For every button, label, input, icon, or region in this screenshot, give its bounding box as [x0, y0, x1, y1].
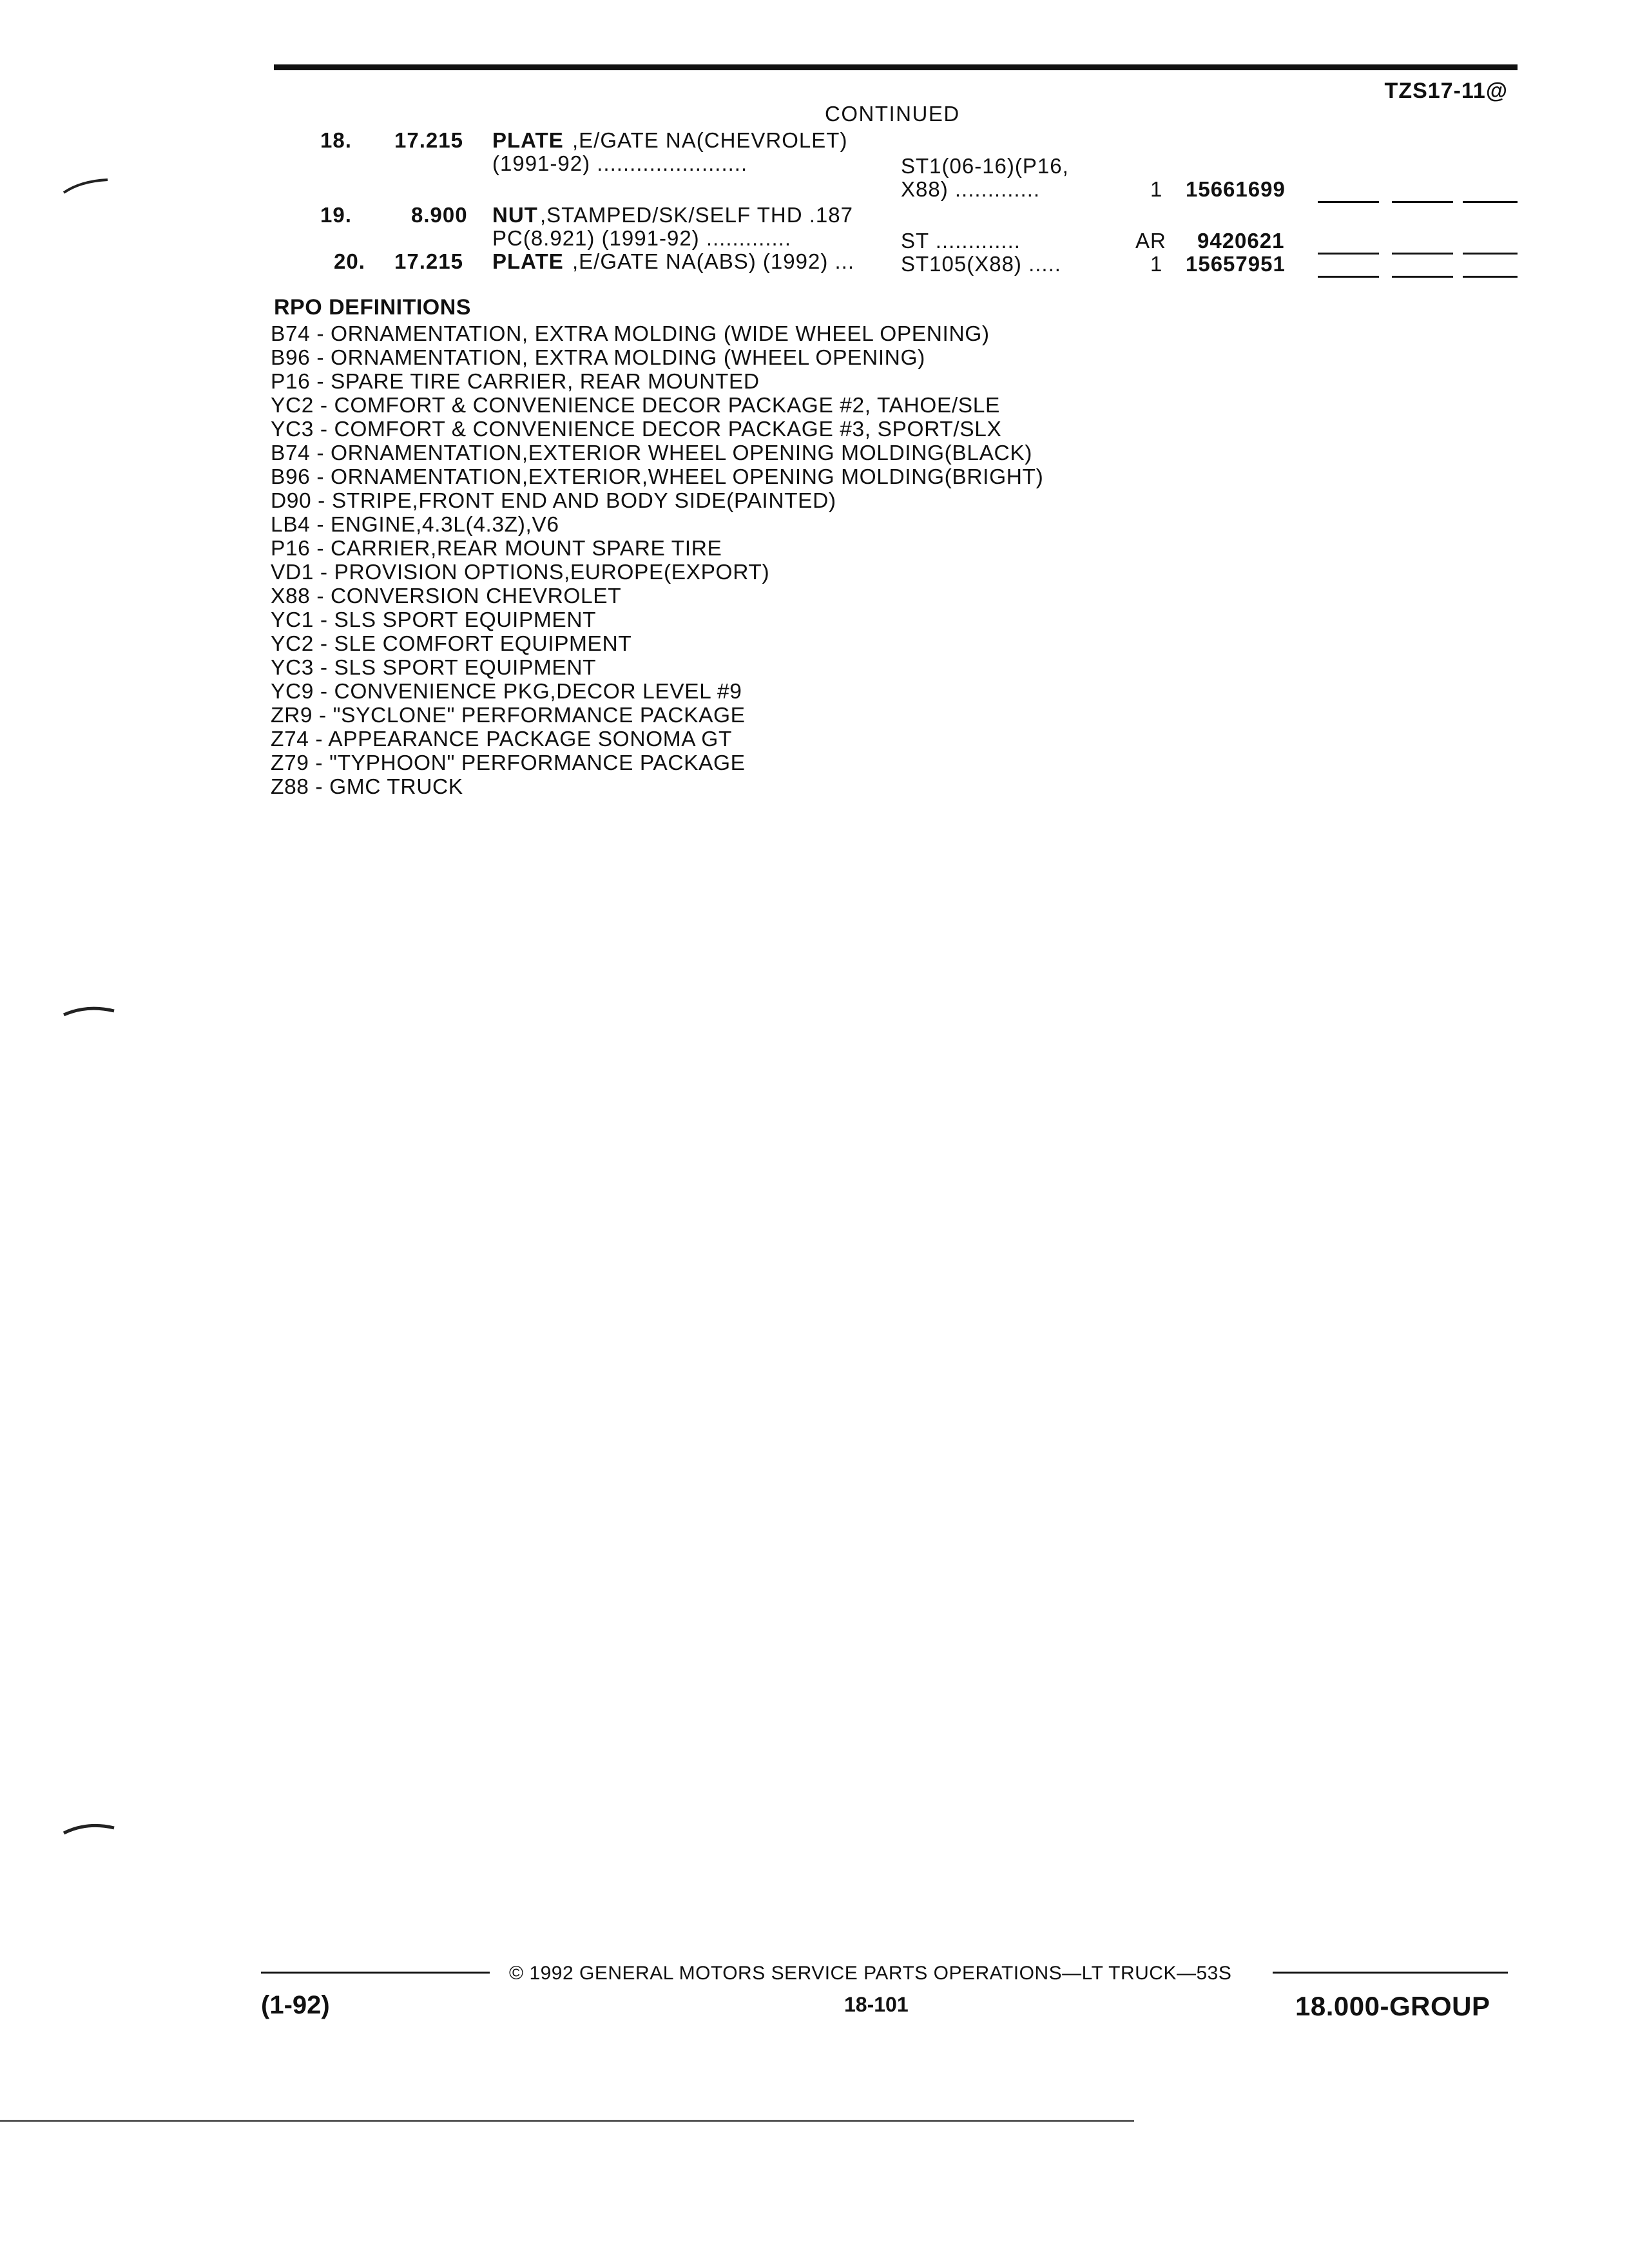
part-number: 15657951	[1186, 252, 1286, 276]
rpo-definition: X88 - CONVERSION CHEVROLET	[271, 584, 622, 608]
rpo-definition: YC1 - SLS SPORT EQUIPMENT	[271, 608, 597, 632]
rpo-definition: VD1 - PROVISION OPTIONS,EUROPE(EXPORT)	[271, 561, 770, 584]
rpo-definition: Z88 - GMC TRUCK	[271, 775, 463, 799]
part-description: ,E/GATE NA(CHEVROLET)	[572, 128, 848, 152]
part-description: ,STAMPED/SK/SELF THD .187	[540, 203, 853, 227]
rpo-definition: ZR9 - "SYCLONE" PERFORMANCE PACKAGE	[271, 704, 746, 727]
part-item-number: 18.	[320, 128, 352, 152]
bottom-scan-rule	[0, 2120, 1134, 2122]
rpo-definition: Z79 - "TYPHOON" PERFORMANCE PACKAGE	[271, 751, 746, 775]
group-label: 18.000-GROUP	[1295, 1991, 1490, 2021]
part-name: PLATE	[492, 128, 564, 152]
scan-mark	[61, 177, 113, 197]
date-code: (1-92)	[261, 1991, 330, 2019]
rpo-definition: YC3 - SLS SPORT EQUIPMENT	[271, 656, 597, 680]
rpo-definition-list	[271, 322, 1043, 799]
rpo-definition: YC2 - COMFORT & CONVENIENCE DECOR PACKAGE #2, TAHOE/SLE	[271, 394, 1000, 418]
part-item-number: 19.	[320, 203, 352, 227]
part-figure-ref: 17.215	[394, 249, 463, 273]
part-item-number: 20.	[334, 249, 365, 273]
footer-rule-left	[261, 1972, 490, 1974]
part-figure-ref: 8.900	[411, 203, 468, 227]
rpo-definition: Z74 - APPEARANCE PACKAGE SONOMA GT	[271, 727, 733, 751]
copyright-notice: © 1992 GENERAL MOTORS SERVICE PARTS OPERATIONS—LT TRUCK—53S	[509, 1963, 1232, 1984]
part-quantity: 1	[1150, 252, 1163, 276]
part-number: 15661699	[1186, 177, 1286, 201]
part-description-cont: (1991-92) .......................	[492, 151, 748, 175]
part-quantity: 1	[1150, 177, 1163, 201]
part-usage-cont: X88) .............	[901, 177, 1041, 201]
part-name: PLATE	[492, 249, 564, 273]
rpo-definition: D90 - STRIPE,FRONT END AND BODY SIDE(PAINTED)	[271, 489, 836, 513]
rpo-definition: B96 - ORNAMENTATION,EXTERIOR,WHEEL OPENING MOLDING(BRIGHT)	[271, 465, 1044, 489]
part-usage: ST .............	[901, 229, 1021, 253]
footer-rule-right	[1273, 1972, 1508, 1974]
part-number: 9420621	[1197, 229, 1285, 253]
rpo-heading: RPO DEFINITIONS	[274, 295, 471, 320]
part-usage: ST105(X88) .....	[901, 252, 1061, 276]
scan-mark	[61, 1820, 119, 1840]
rpo-definition: P16 - SPARE TIRE CARRIER, REAR MOUNTED	[271, 370, 760, 394]
rpo-definition: YC9 - CONVENIENCE PKG,DECOR LEVEL #9	[271, 680, 742, 704]
part-usage: ST1(06-16)(P16,	[901, 154, 1069, 178]
rpo-definition: B74 - ORNAMENTATION,EXTERIOR WHEEL OPENING MOLDING(BLACK)	[271, 441, 1033, 465]
document-code: TZS17-11@	[1384, 79, 1508, 103]
rpo-definition: YC3 - COMFORT & CONVENIENCE DECOR PACKAGE #3, SPORT/SLX	[271, 418, 1002, 441]
rpo-definition: YC2 - SLE COMFORT EQUIPMENT	[271, 632, 632, 656]
rpo-definition: B74 - ORNAMENTATION, EXTRA MOLDING (WIDE WHEEL OPENING)	[271, 322, 990, 346]
continued-label: CONTINUED	[825, 102, 960, 126]
rpo-definition: P16 - CARRIER,REAR MOUNT SPARE TIRE	[271, 537, 722, 561]
page-number: 18-101	[844, 1993, 909, 2016]
header-rule	[274, 64, 1518, 70]
scan-mark	[61, 1002, 119, 1021]
rpo-definition: LB4 - ENGINE,4.3L(4.3Z),V6	[271, 513, 559, 537]
part-figure-ref: 17.215	[394, 128, 463, 152]
rpo-definition: B96 - ORNAMENTATION, EXTRA MOLDING (WHEEL OPENING)	[271, 346, 925, 370]
part-description: ,E/GATE NA(ABS) (1992) ...	[572, 249, 855, 273]
part-description-cont: PC(8.921) (1991-92) .............	[492, 226, 792, 250]
part-name: NUT	[492, 203, 538, 227]
part-quantity: AR	[1135, 229, 1166, 253]
